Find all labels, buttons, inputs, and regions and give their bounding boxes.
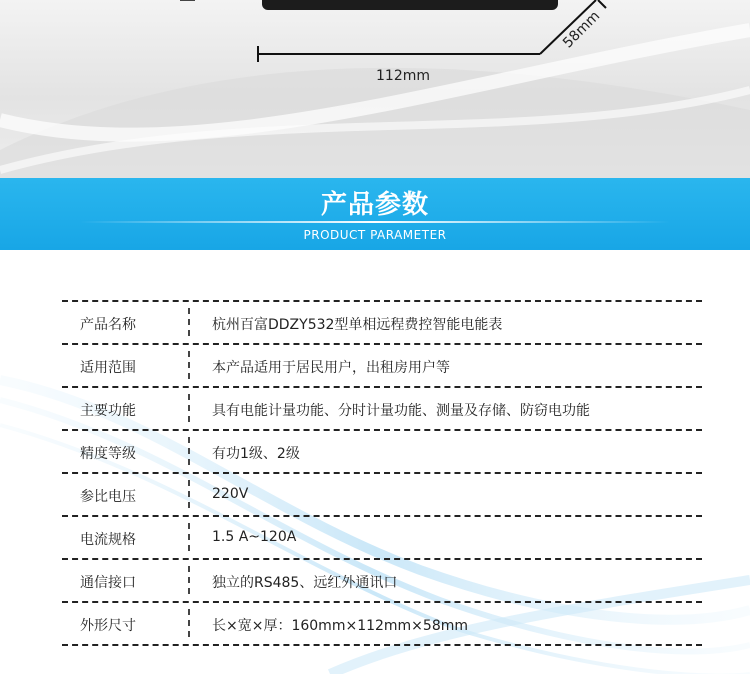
depth-dimension-label: 58mm (560, 8, 604, 52)
param-value: 独立的RS485、远红外通讯口 (212, 575, 398, 591)
param-value: 1.5 A~120A (212, 529, 297, 545)
param-label: 电流规格 (80, 532, 136, 548)
width-dimension-label: 112mm (376, 68, 430, 84)
section-subtitle: PRODUCT PARAMETER (303, 228, 447, 242)
param-label: 主要功能 (80, 403, 136, 419)
param-label: 适用范围 (80, 360, 136, 376)
section-banner (0, 178, 750, 250)
param-value: 具有电能计量功能、分时计量功能、测量及存储、防窃电功能 (212, 403, 590, 419)
param-value: 有功1级、2级 (212, 446, 300, 462)
param-value: 杭州百富DDZY532型单相远程费控智能电能表 (212, 317, 503, 333)
param-value: 长×宽×厚：160mm×112mm×58mm (212, 618, 469, 634)
table-row (62, 517, 702, 560)
param-label: 外形尺寸 (80, 618, 136, 634)
param-value: 本产品适用于居民用户，出租房用户等 (212, 360, 450, 376)
section-title: 产品参数 (320, 190, 429, 220)
param-label: 通信接口 (80, 575, 136, 591)
meter-shadow (262, 0, 558, 10)
table-row (62, 603, 702, 646)
param-value: 220V (212, 486, 249, 502)
table-row (62, 388, 702, 431)
parameter-table (62, 300, 702, 646)
table-row (62, 345, 702, 388)
dimension-diagram (0, 0, 750, 178)
param-label: 精度等级 (80, 446, 136, 462)
param-label: 产品名称 (80, 317, 136, 333)
product-dimension-header (0, 0, 750, 178)
table-row (62, 300, 702, 345)
param-label: 参比电压 (80, 489, 136, 505)
table-row (62, 560, 702, 603)
table-row (62, 431, 702, 474)
banner-divider (80, 221, 670, 223)
table-row (62, 474, 702, 517)
